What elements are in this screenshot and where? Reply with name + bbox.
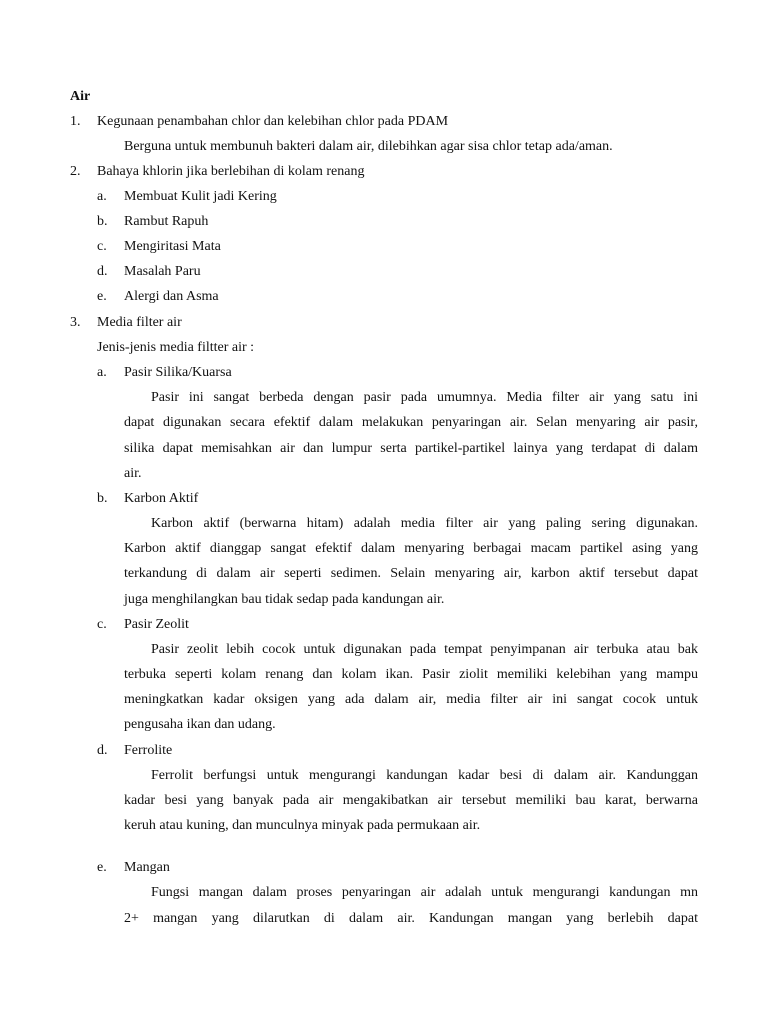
sub-list-item (0, 184, 768, 209)
sub-item-title: Pasir Silika/Kuarsa (124, 365, 232, 380)
sub-item-text: Masalah Paru (124, 264, 201, 279)
item-body: Berguna untuk membunuh bakteri dalam air, dilebihkan agar sisa chlor tetap ada/aman. (124, 139, 613, 154)
sub-item-title: Mangan (124, 860, 170, 875)
paragraph-text: silika dapat memisahkan air dan lumpur serta partikel-partikel lainya yang terdapat di dalam (124, 441, 698, 456)
paragraph-line (0, 763, 768, 788)
paragraph-text: meningkatkan kadar oksigen yang ada dalam air, media filter air ini sangat cocok untuk (124, 692, 698, 707)
item-title: Bahaya khlorin jika berlebihan di kolam renang (97, 164, 365, 179)
sub-item-title: Karbon Aktif (124, 491, 199, 506)
sub-item-letter: a. (97, 365, 107, 380)
paragraph-line (0, 788, 768, 813)
paragraph-text: Pasir zeolit lebih cocok untuk digunakan pada tempat penyimpanan air terbuka atau bak (151, 642, 698, 657)
sub-list-item (0, 612, 768, 637)
sub-item-letter: d. (97, 743, 108, 758)
sub-item-letter: b. (97, 214, 108, 229)
paragraph-text: Pasir ini sangat berbeda dengan pasir pada umumnya. Media filter air yang satu ini (151, 390, 698, 405)
paragraph-text: pengusaha ikan dan udang. (124, 717, 276, 732)
sub-item-letter: d. (97, 264, 108, 279)
paragraph-text: kadar besi yang banyak pada air mengakibatkan air tersebut memiliki bau karat, berwarna (124, 793, 698, 808)
item-title: Kegunaan penambahan chlor dan kelebihan chlor pada PDAM (97, 114, 449, 129)
list-item-1 (0, 109, 768, 134)
sub-list-item (0, 486, 768, 511)
paragraph-line (0, 813, 768, 838)
paragraph-line (0, 880, 768, 905)
sub-item-title: Pasir Zeolit (124, 617, 189, 632)
paragraph-text: terkandung di dalam air seperti sedimen. Selain menyaring air, karbon aktif tersebut dapat (124, 566, 698, 581)
paragraph-line (0, 587, 768, 612)
sub-item-letter: a. (97, 189, 107, 204)
item-title: Media filter air (97, 315, 182, 330)
paragraph-line (0, 461, 768, 486)
paragraph-line (0, 536, 768, 561)
paragraph-line (0, 662, 768, 687)
list-item-3 (0, 310, 768, 335)
paragraph-text: Karbon aktif (berwarna hitam) adalah media filter air yang paling sering digunakan. (151, 516, 698, 531)
paragraph-line (0, 906, 768, 931)
paragraph-text: terbuka seperti kolam renang dan kolam ikan. Pasir ziolit memiliki kelebihan yang mampu (124, 667, 698, 682)
sub-list-item (0, 738, 768, 763)
sub-item-text: Mengiritasi Mata (124, 239, 221, 254)
sub-list-item (0, 284, 768, 309)
paragraph-line (0, 637, 768, 662)
paragraph-text: 2+ mangan yang dilarutkan di dalam air. Kandungan mangan yang berlebih dapat (124, 911, 698, 926)
paragraph-text: Ferrolit berfungsi untuk mengurangi kandungan kadar besi di dalam air. Kandunggan (151, 768, 698, 783)
paragraph-text: air. (124, 466, 142, 481)
paragraph-line (0, 134, 768, 159)
list-item-2 (0, 159, 768, 184)
sub-item-title: Ferrolite (124, 743, 173, 758)
item-number: 1. (70, 114, 81, 129)
item-number: 2. (70, 164, 81, 179)
sub-list-item (0, 259, 768, 284)
paragraph-line (0, 436, 768, 461)
paragraph-line (0, 410, 768, 435)
sub-item-text: Membuat Kulit jadi Kering (124, 189, 277, 204)
sub-item-text: Alergi dan Asma (124, 289, 219, 304)
sub-list-item (0, 360, 768, 385)
item-number: 3. (70, 315, 81, 330)
heading-row (0, 84, 768, 109)
item-intro-line (0, 335, 768, 360)
paragraph-line (0, 712, 768, 737)
sub-item-letter: c. (97, 239, 107, 254)
paragraph-line (0, 385, 768, 410)
paragraph-text: juga menghilangkan bau tidak sedap pada kandungan air. (124, 592, 445, 607)
sub-list-item (0, 855, 768, 880)
sub-item-letter: b. (97, 491, 108, 506)
document-heading: Air (70, 89, 91, 104)
item-intro: Jenis-jenis media filtter air : (97, 340, 255, 355)
paragraph-line (0, 511, 768, 536)
paragraph-text: dapat digunakan secara efektif dalam melakukan penyaringan air. Selan menyaring air pasir, (124, 415, 698, 430)
sub-item-letter: c. (97, 617, 107, 632)
sub-item-text: Rambut Rapuh (124, 214, 209, 229)
sub-list-item (0, 209, 768, 234)
sub-list-item (0, 234, 768, 259)
paragraph-text: Fungsi mangan dalam proses penyaringan air adalah untuk mengurangi kandungan mn (151, 885, 698, 900)
paragraph-text: Karbon aktif dianggap sangat efektif dalam menyaring berbagai macam partikel asing yang (124, 541, 698, 556)
paragraph-line (0, 687, 768, 712)
paragraph-text: keruh atau kuning, dan munculnya minyak pada permukaan air. (124, 818, 481, 833)
sub-item-letter: e. (97, 289, 107, 304)
sub-item-letter: e. (97, 860, 107, 875)
paragraph-line (0, 561, 768, 586)
